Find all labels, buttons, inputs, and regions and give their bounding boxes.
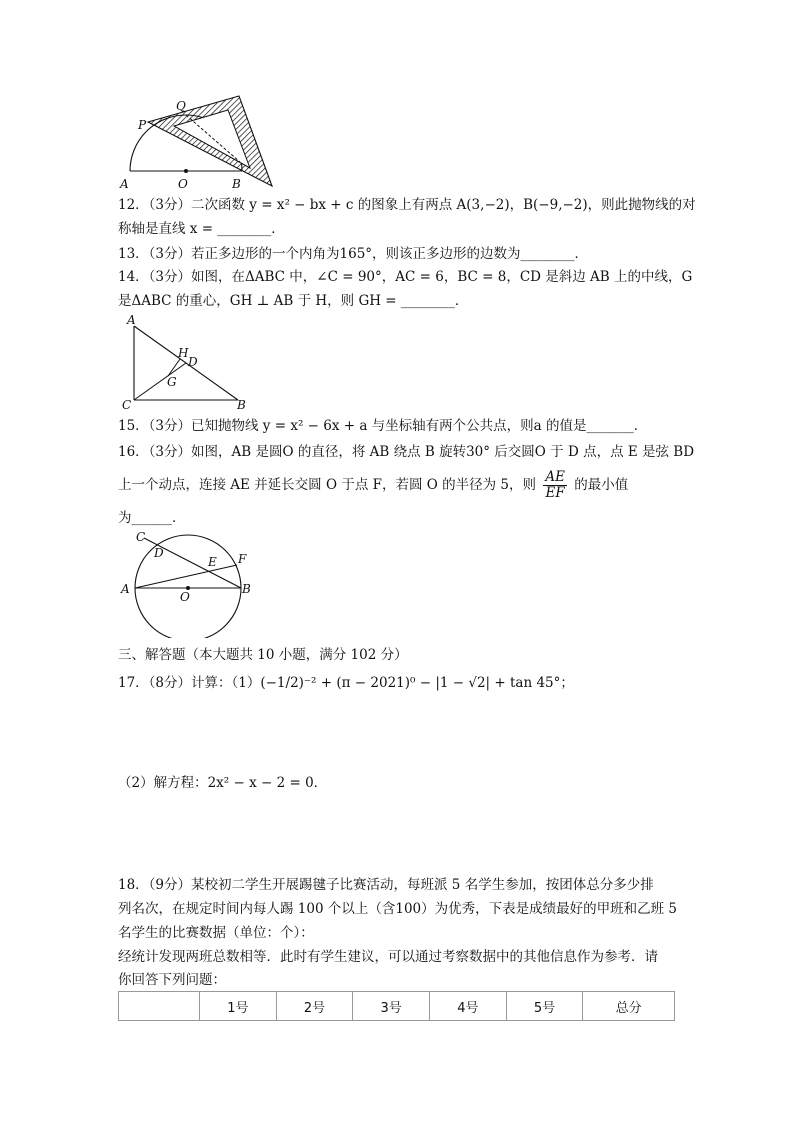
fig3-label-c: C: [136, 530, 146, 544]
q16-line3: 为______．: [118, 510, 186, 526]
fig1-label-a: A: [120, 177, 129, 191]
q18-line1: 18．（9分）某校初二学生开展踢毽子比赛活动，每班派 5 名学生参加，按团体总分多少排: [118, 877, 654, 893]
q18-line5: 你回答下列问题：: [118, 972, 226, 988]
q14-line2: 是ΔABC 的重心，GH ⊥ AB 于 H，则 GH = ________．: [118, 293, 469, 309]
table-header-cell: 4号: [430, 992, 507, 1021]
q17-line2: （2）解方程：2x² − x − 2 = 0．: [118, 775, 328, 791]
fig3-label-b: B: [242, 582, 251, 596]
fig3-label-a: A: [121, 582, 130, 596]
fig2-label-a: A: [127, 313, 136, 327]
fig2-label-b: B: [237, 398, 246, 412]
q17-line1: 17．（8分）计算：（1）(−1/2)⁻² + (π − 2021)⁰ − |1 − √2| + tan 45°；: [118, 675, 574, 691]
fig1-label-q: Q: [176, 99, 186, 113]
fig3-label-e: E: [208, 555, 217, 569]
table-header-cell: 2号: [276, 992, 353, 1021]
q14-line1: 14．（3分）如图，在ΔABC 中，∠C = 90°，AC = 6，BC = 8，CD 是斜边 AB 上的中线，G: [118, 269, 693, 285]
q13-line1: 13．（3分）若正多边形的一个内角为165°，则该正多边形的边数为________．: [118, 246, 589, 262]
table-header-cell: 1号: [200, 992, 277, 1021]
fig3-label-d: D: [154, 546, 164, 560]
q18-line2: 列名次，在规定时间内每人踢 100 个以上（含100）为优秀，下表是成绩最好的甲班和乙班 5: [118, 901, 677, 917]
figure-semicircle-ruler: [118, 94, 278, 192]
q16-frac-denominator: EF: [545, 485, 565, 501]
fig2-label-g: G: [167, 375, 177, 389]
q12-line1: 12．（3分）二次函数 y = x² − bx + c 的图象上有两点 A(3,−2)，B(−9,−2)，则此抛物线的对: [118, 197, 696, 213]
figure-right-triangle: [118, 312, 258, 412]
table-header-cell: 5号: [506, 992, 583, 1021]
table-header-row: [119, 992, 675, 1021]
q18-line3: 名学生的比赛数据（单位：个）：: [118, 925, 314, 941]
q16-fraction: [543, 470, 567, 501]
q16-line2-start: 上一个动点，连接 AE 并延长交圆 O 于点 F，若圆 O 的半径为 5，则: [118, 477, 537, 493]
q16-line2-end: 的最小值: [574, 477, 629, 493]
q16-frac-numerator: AE: [545, 469, 565, 485]
q16-line2: [118, 470, 628, 501]
fig1-label-b: B: [232, 177, 241, 191]
score-table: [118, 991, 675, 1021]
fig3-label-o: O: [180, 590, 190, 604]
fig1-label-o: O: [178, 177, 188, 191]
section3-title: 三、解答题（本大题共 10 小题，满分 102 分）: [118, 647, 408, 663]
table-header-cell: 总分: [583, 992, 675, 1021]
fig2-label-d: D: [188, 355, 198, 369]
q16-line1: 16．（3分）如图，AB 是圆O 的直径，将 AB 绕点 B 旋转30° 后交圆O 于 D 点，点 E 是弦 BD: [118, 444, 695, 460]
fig1-label-p: P: [138, 118, 147, 132]
fig3-label-f: F: [238, 552, 247, 566]
q15-line1: 15．（3分）已知抛物线 y = x² − 6x + a 与坐标轴有两个公共点，则a 的值是_______．: [118, 418, 648, 434]
fig2-label-h: H: [178, 346, 189, 360]
figure-circle-chord: [118, 528, 268, 638]
table-header-cell: 3号: [353, 992, 430, 1021]
table-header-cell: [119, 992, 200, 1021]
q12-line2: 称轴是直线 x = ________．: [118, 221, 285, 237]
q18-line4: 经统计发现两班总数相等．此时有学生建议，可以通过考察数据中的其他信息作为参考．请: [118, 949, 658, 965]
fig2-label-c: C: [122, 398, 132, 412]
